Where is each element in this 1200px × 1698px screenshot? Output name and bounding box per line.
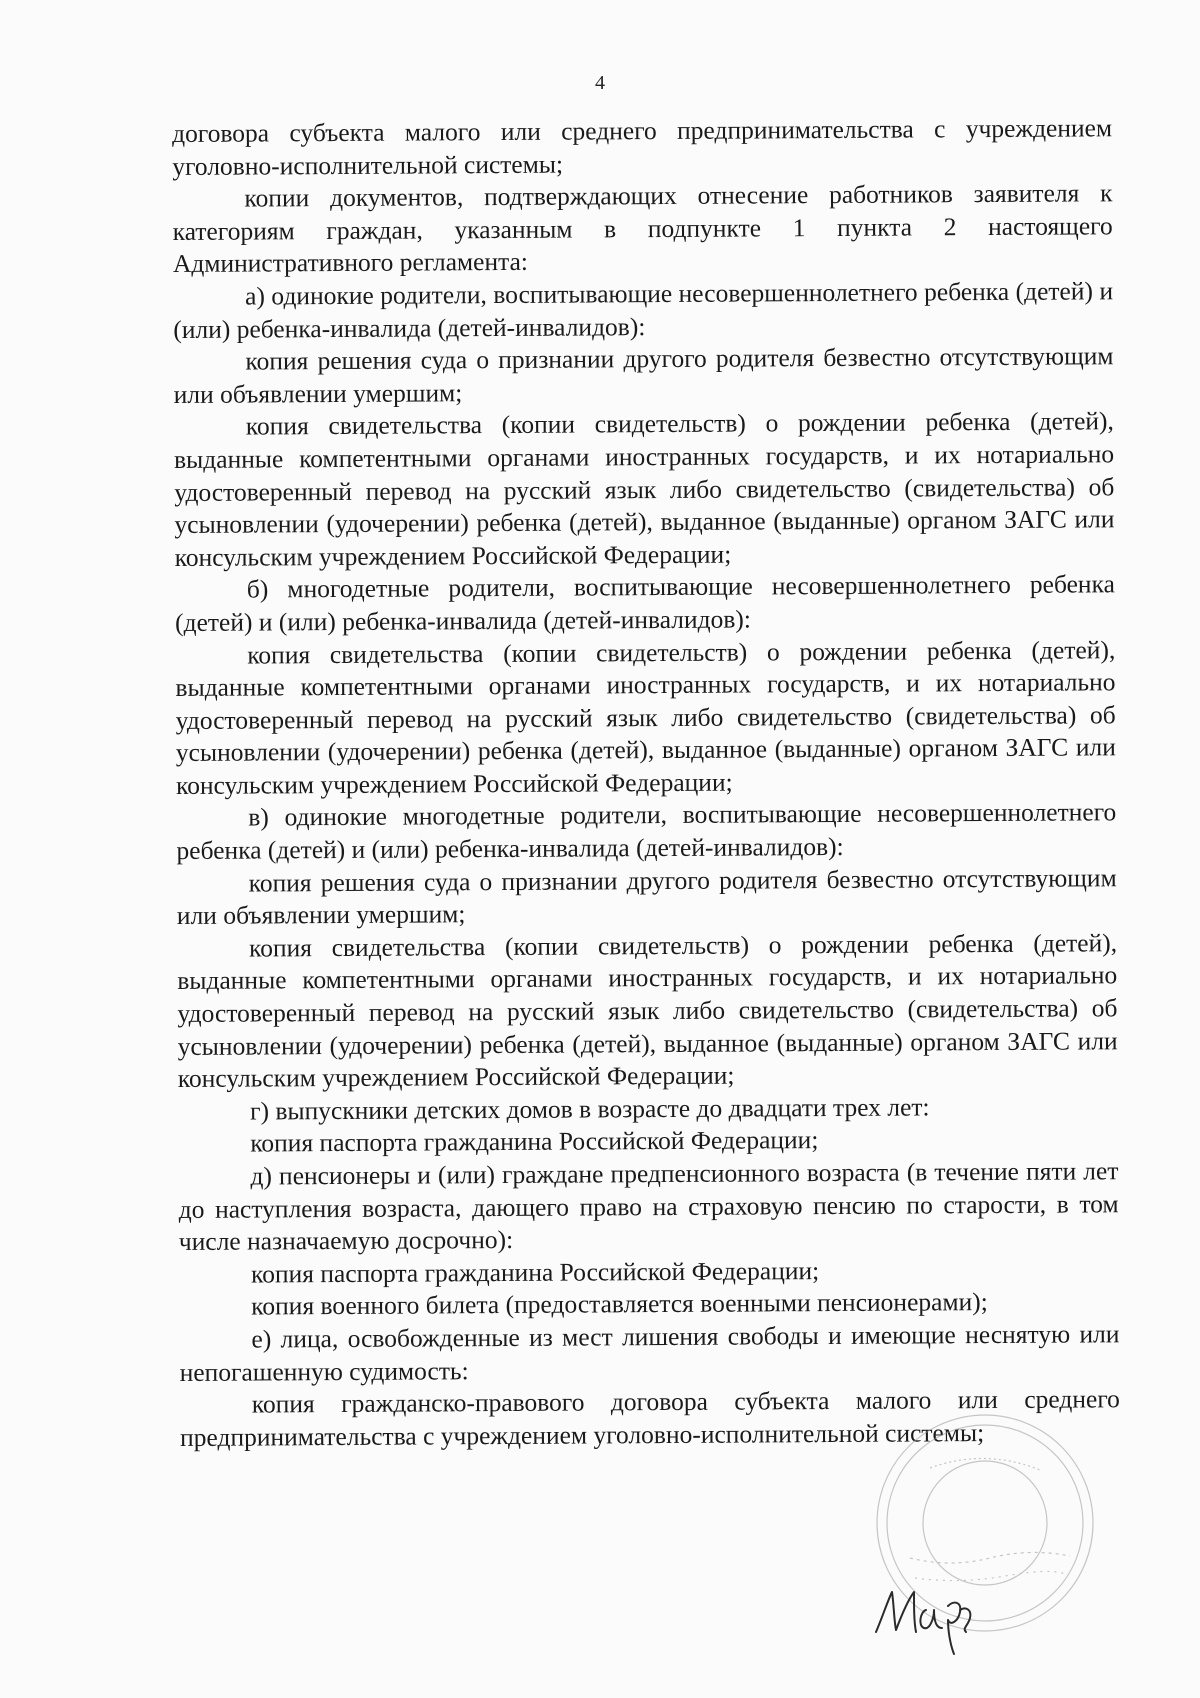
paragraph: копия свидетельства (копии свидетельств) о рождении ребенка (детей), выданные компетентными органами иностранных государств, и их нотариально удостоверенный перевод на русский язык либо свидетельство (свидетельства) об усыновлении (удочерении) ребенка (детей), выданное (выданные) органом ЗАГС или консульским учреждением Российской Федерации; (173, 406, 1115, 572)
paragraph: копия гражданско-правового договора субъекта малого или среднего предпринимательства с учреждением уголовно-исполнительной системы; (179, 1384, 1120, 1452)
paragraph: копии документов, подтверждающих отнесение работников заявителя к категориям граждан, указанным в подпункте 1 пункта 2 настоящего Административного регламента: (172, 178, 1113, 279)
paragraph: копия решения суда о признании другого родителя безвестно отсутствующим или объявлении умершим; (173, 341, 1114, 409)
paragraph: копия паспорта гражданина Российской Федерации; (250, 1125, 819, 1158)
paragraph: копия паспорта гражданина Российской Федерации; (250, 1255, 820, 1289)
paragraph: б) многодетные родители, воспитывающие несовершеннолетнего ребенка (детей) и (или) ребенка-инвалида (детей-инвалидов): (174, 569, 1115, 637)
paragraph: д) пенсионеры и (или) граждане предпенсионного возраста (в течение пяти лет до наступления возраста, дающего право на страховую пенсию по старости, в том числе назначаемую досрочно): (178, 1156, 1119, 1257)
paragraph: договора субъекта малого или среднего предпринимательства с учреждением уголовно-исполнительной системы; (172, 113, 1113, 181)
handwritten-signature-icon (868, 1570, 1018, 1660)
paragraph: в) одинокие многодетные родители, воспитывающие несовершеннолетнего ребенка (детей) и (или) ребенка-инвалида (детей-инвалидов): (176, 797, 1117, 866)
page-number: 4 (595, 72, 605, 94)
paragraph: а) одинокие родители, воспитывающие несовершеннолетнего ребенка (детей) и (или) ребенка-инвалида (детей-инвалидов): (173, 276, 1114, 344)
document-body (172, 112, 1120, 1454)
paragraph: е) лица, освобожденные из мест лишения свободы и имеющие неснятую или непогашенную судимость: (179, 1319, 1120, 1387)
paragraph: копия решения суда о признании другого родителя безвестно отсутствующим или объявлении умершим; (176, 862, 1117, 931)
paragraph: копия свидетельства (копии свидетельств) о рождении ребенка (детей), выданные компетентными органами иностранных государств, и их нотариально удостоверенный перевод на русский язык либо свидетельство (свидетельства) об усыновлении (удочерении) ребенка (детей), выданное (выданные) органом ЗАГС или консульским учреждением Российской Федерации; (177, 928, 1118, 1094)
paragraph: г) выпускники детских домов в возрасте до двадцати трех лет: (249, 1092, 930, 1126)
paragraph: копия военного билета (предоставляется военными пенсионерами); (251, 1287, 988, 1321)
paragraph: копия свидетельства (копии свидетельств) о рождении ребенка (детей), выданные компетентными органами иностранных государств, и их нотариально удостоверенный перевод на русский язык либо свидетельство (свидетельства) об усыновлении (удочерении) ребенка (детей), выданное (выданные) органом ЗАГС или консульским учреждением Российской Федерации; (175, 634, 1116, 800)
